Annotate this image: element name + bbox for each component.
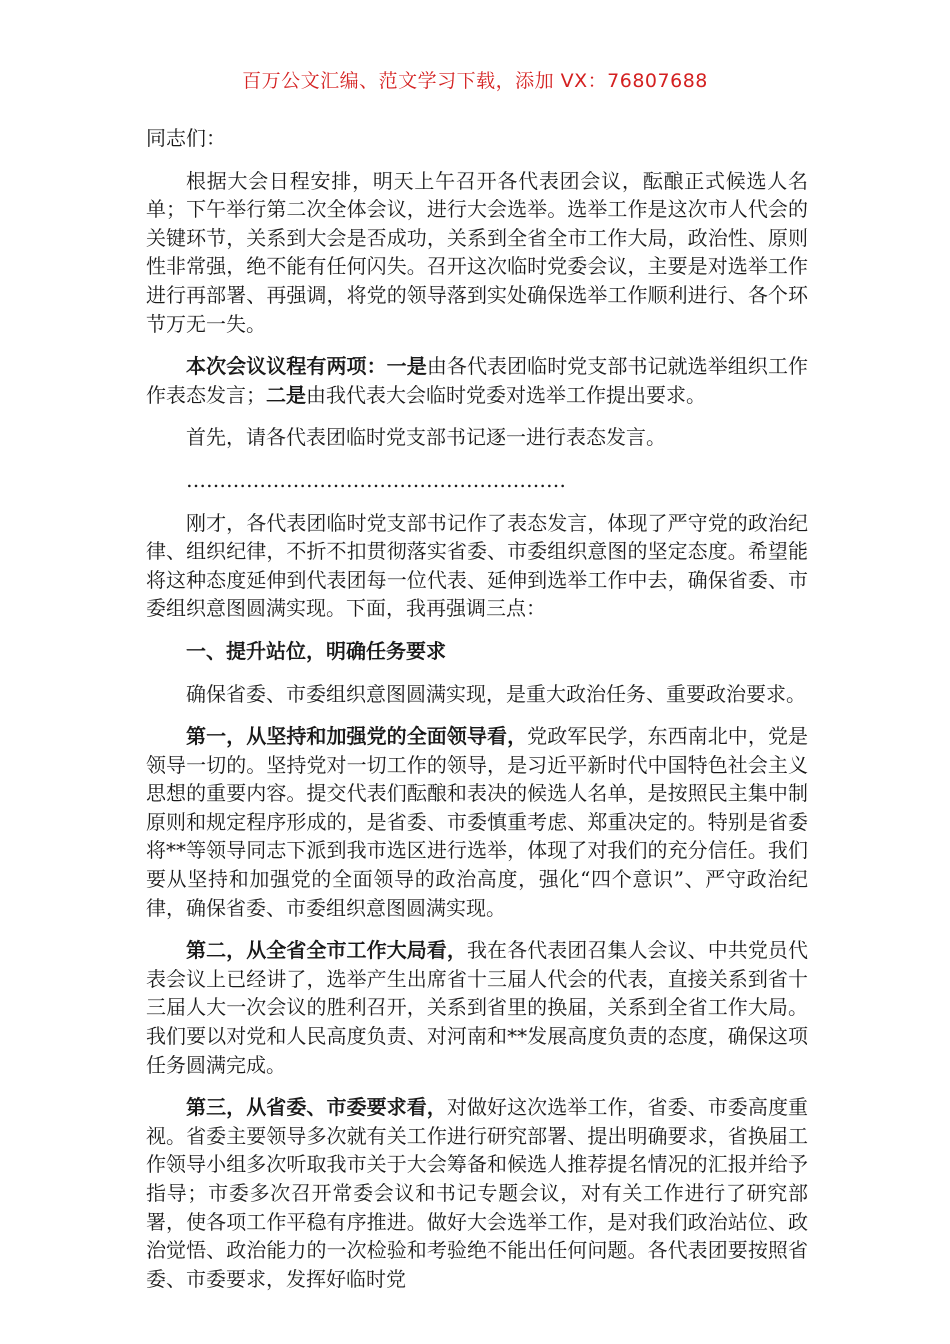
section-heading-1 <box>146 637 808 666</box>
download-banner: 百万公文汇编、范文学习下载，添加 VX：76807688 <box>242 70 708 92</box>
paragraph-point-3 <box>146 1093 808 1293</box>
point-2-text: 我在各代表团召集人会议、中共党员代表会议上已经讲了，选举产生出席省十三届人代会的代表，直接关系到省十三届人大一次会议的胜利召开，关系到省里的换届，关系到全省工作大局。我们要以对党和人民高度负责、对河南和**发展高度负责的态度，确保这项任务圆满完成。 <box>146 938 809 1077</box>
salutation: 同志们： <box>146 126 226 150</box>
agenda-bold-1: 本次会议议程有两项：一是 <box>186 354 427 379</box>
paragraph-point-1 <box>146 722 808 922</box>
ellipsis-separator: ………………………………………………… <box>186 467 566 492</box>
point-3-bold: 第三，从省委、市委要求看， <box>186 1095 447 1120</box>
document-body <box>146 124 808 1307</box>
point-1-bold: 第一，从坚持和加强党的全面领导看， <box>186 724 528 749</box>
paragraph-point-2 <box>146 936 808 1079</box>
agenda-text-1: 由各代表团临时党支部书记就选举组织工作作表态发言； <box>146 354 809 407</box>
point-3-text: 对做好这次选举工作，省委、市委高度重视。省委主要领导多次就有关工作进行研究部署、提出明确要求，省换届工作领导小组多次听取我市关于大会筹备和候选人推荐提名情况的汇报并给予指导；市委多次召开常委会议和书记专题会议，对有关工作进行了研究部署，使各项工作平稳有序推进。做好大会选举工作，是对我们政治站位、政治觉悟、政治能力的一次检验和考验绝不能出任何问题。各代表团要按照省委、市委要求，发挥好临时党 <box>146 1095 809 1291</box>
paragraph-just-now: 刚才，各代表团临时党支部书记作了表态发言，体现了严守党的政治纪律、组织纪律，不折不扣贯彻落实省委、市委组织意图的坚定态度。希望能将这种态度延伸到代表团每一位代表、延伸到选举工作中去，确保省委、市委组织意图圆满实现。下面，我再强调三点： <box>146 510 808 621</box>
paragraph-ensure: 确保省委、市委组织意图圆满实现，是重大政治任务、重要政治要求。 <box>186 681 806 706</box>
point-1-text: 党政军民学，东西南北中，党是领导一切的。坚持党对一切工作的领导，是习近平新时代中国特色社会主义思想的重要内容。提交代表们酝酿和表决的候选人名单，是按照民主集中制原则和规定程序形成的，是省委、市委慎重考虑、郑重决定的。特别是省委将**等领导同志下派到我市选区进行选举，体现了对我们的充分信任。我们要从坚持和加强党的全面领导的政治高度，强化“四个意识”、严守政治纪律，确保省委、市委组织意图圆满实现。 <box>146 724 809 920</box>
paragraph-agenda <box>146 352 808 409</box>
section-heading-1-text: 一、提升站位，明确任务要求 <box>186 638 446 663</box>
agenda-text-2: 由我代表大会临时党委对选举工作提出要求。 <box>306 382 706 407</box>
agenda-bold-2: 二是 <box>266 382 306 407</box>
paragraph-intro: 根据大会日程安排，明天上午召开各代表团会议，酝酿正式候选人名单；下午举行第二次全体会议，进行大会选举。选举工作是这次市人代会的关键环节，关系到大会是否成功，关系到全省全市工作大局，政治性、原则性非常强，绝不能有任何闪失。召开这次临时党委会议，主要是对选举工作进行再部署、再强调，将党的领导落到实处确保选举工作顺利进行、各个环节万无一失。 <box>146 168 808 336</box>
paragraph-first: 首先，请各代表团临时党支部书记逐一进行表态发言。 <box>186 425 666 450</box>
point-2-bold: 第二，从全省全市工作大局看， <box>186 938 467 963</box>
